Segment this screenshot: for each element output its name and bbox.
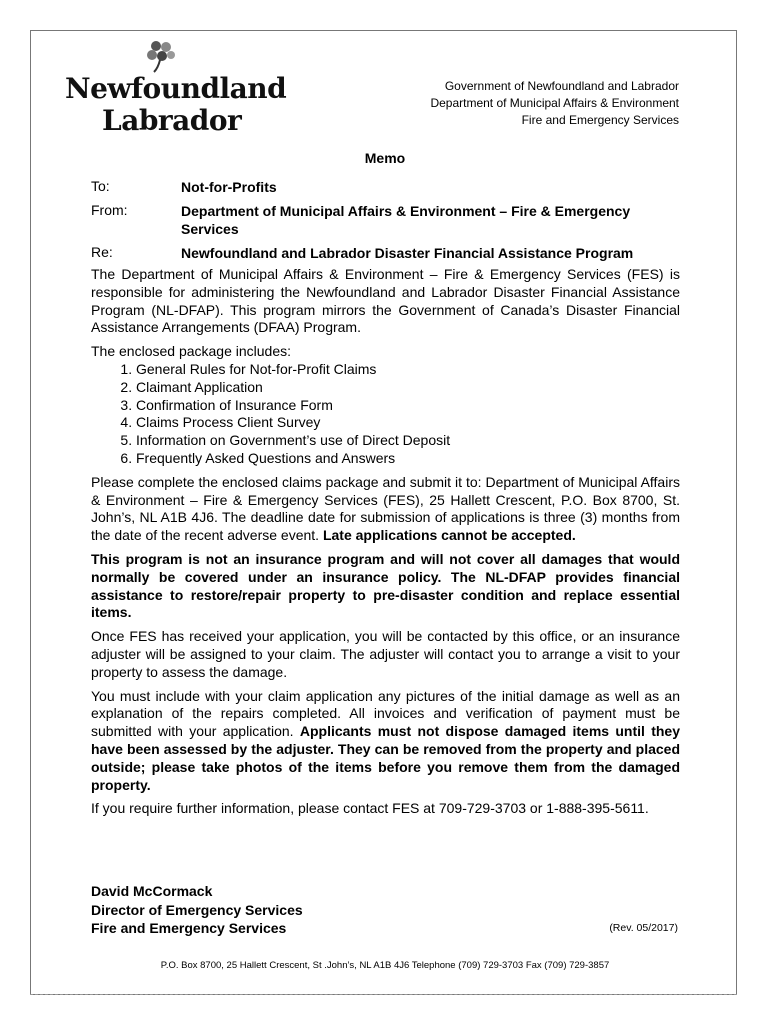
from-value: Department of Municipal Affairs & Environment – Fire & Emergency Services [181,203,631,237]
to-value: Not-for-Profits [181,179,277,195]
gov-line-2: Department of Municipal Affairs & Environment [430,96,679,110]
paragraph-5 [91,688,680,795]
re-label: Re: [91,244,113,260]
paragraph-2-text: Please complete the enclosed claims package and submit it to: Department of Municipal Affairs & Environment – Fire & Emergency Services (FES), 25 Hallett Crescent, P.O. Box 8700, St. John’s, NL A1B 4J6. The deadline date for submission of applications is three (3) months from the date of the recent adverse event. [91,473,680,544]
footer-address: P.O. Box 8700, 25 Hallett Crescent, St .John’s, NL A1B 4J6 Telephone (709) 729-3703 Fax (709) 729-3857 [160,960,610,971]
paragraph-3-bold: This program is not an insurance program and will not cover all damages that would normally be covered under an insurance policy. The NL-DFAP provides financial assistance to restore/repair property to pre-disaster condition and replace essential items. [91,550,680,621]
government-header [430,78,679,129]
paragraph-2-bold: Late applications cannot be accepted. [322,527,576,544]
paragraph-4: Once FES has received your application, you will be contacted by this office, or an insurance adjuster will be assigned to your claim. The adjuster will contact you to arrange a visit to your property to assess the damage. [91,628,680,680]
package-intro: The enclosed package includes: [91,343,292,360]
signature-title: Director of Emergency Services [91,901,303,918]
list-item: 6. Frequently Asked Questions and Answers [136,450,680,468]
list-item: 5. Information on Government’s use of Direct Deposit [136,432,680,450]
gov-line-1: Government of Newfoundland and Labrador [444,79,679,93]
to-label: To: [91,178,110,194]
memo-title: Memo [364,150,406,166]
paragraph-5-bold: Applicants must not dispose damaged items until they have been assessed by the adjuster. They can be removed from the property and placed outside; please take photos of the items before you remove them from the damaged property. [91,723,680,793]
list-item: 3. Confirmation of Insurance Form [136,397,680,415]
signature-block [91,882,303,938]
divider [30,994,737,995]
list-item: 2. Claimant Application [136,379,680,397]
logo [62,38,287,138]
list-item: 1. General Rules for Not-for-Profit Claims [136,361,680,379]
logo-line-2: Labrador [102,104,242,137]
paragraph-5-text: You must include with your claim application any pictures of the initial damage as well as an explanation of the repairs completed. All invoices and verification of payment must be submitted with your application. [91,687,680,740]
signature-division: Fire and Emergency Services [91,920,287,936]
paragraph-2 [91,474,680,545]
revision-label: (Rev. 05/2017) [609,922,678,934]
paragraph-1: The Department of Municipal Affairs & Environment – Fire & Emergency Services (FES) is responsible for administering the Newfoundland and Labrador Disaster Financial Assistance Program (NL-DFAP). This program mirrors the Government of Canada’s Disaster Financial Assistance Arrangements (DFAA) Program. [91,266,680,336]
list-item: 4. Claims Process Client Survey [136,414,680,432]
gov-line-3: Fire and Emergency Services [521,113,679,127]
from-label: From: [91,202,128,218]
paragraph-6: If you require further information, please contact FES at 709-729-3703 or 1-888-395-5611. [91,800,649,817]
logo-line-1: Newfoundland [65,72,287,105]
memo-body [91,266,680,824]
package-list [91,361,680,468]
pitcher-plant-logo-icon [142,38,182,74]
re-value: Newfoundland and Labrador Disaster Financial Assistance Program [181,245,634,261]
paragraph-3 [91,551,680,622]
signature-name: David McCormack [91,883,213,899]
